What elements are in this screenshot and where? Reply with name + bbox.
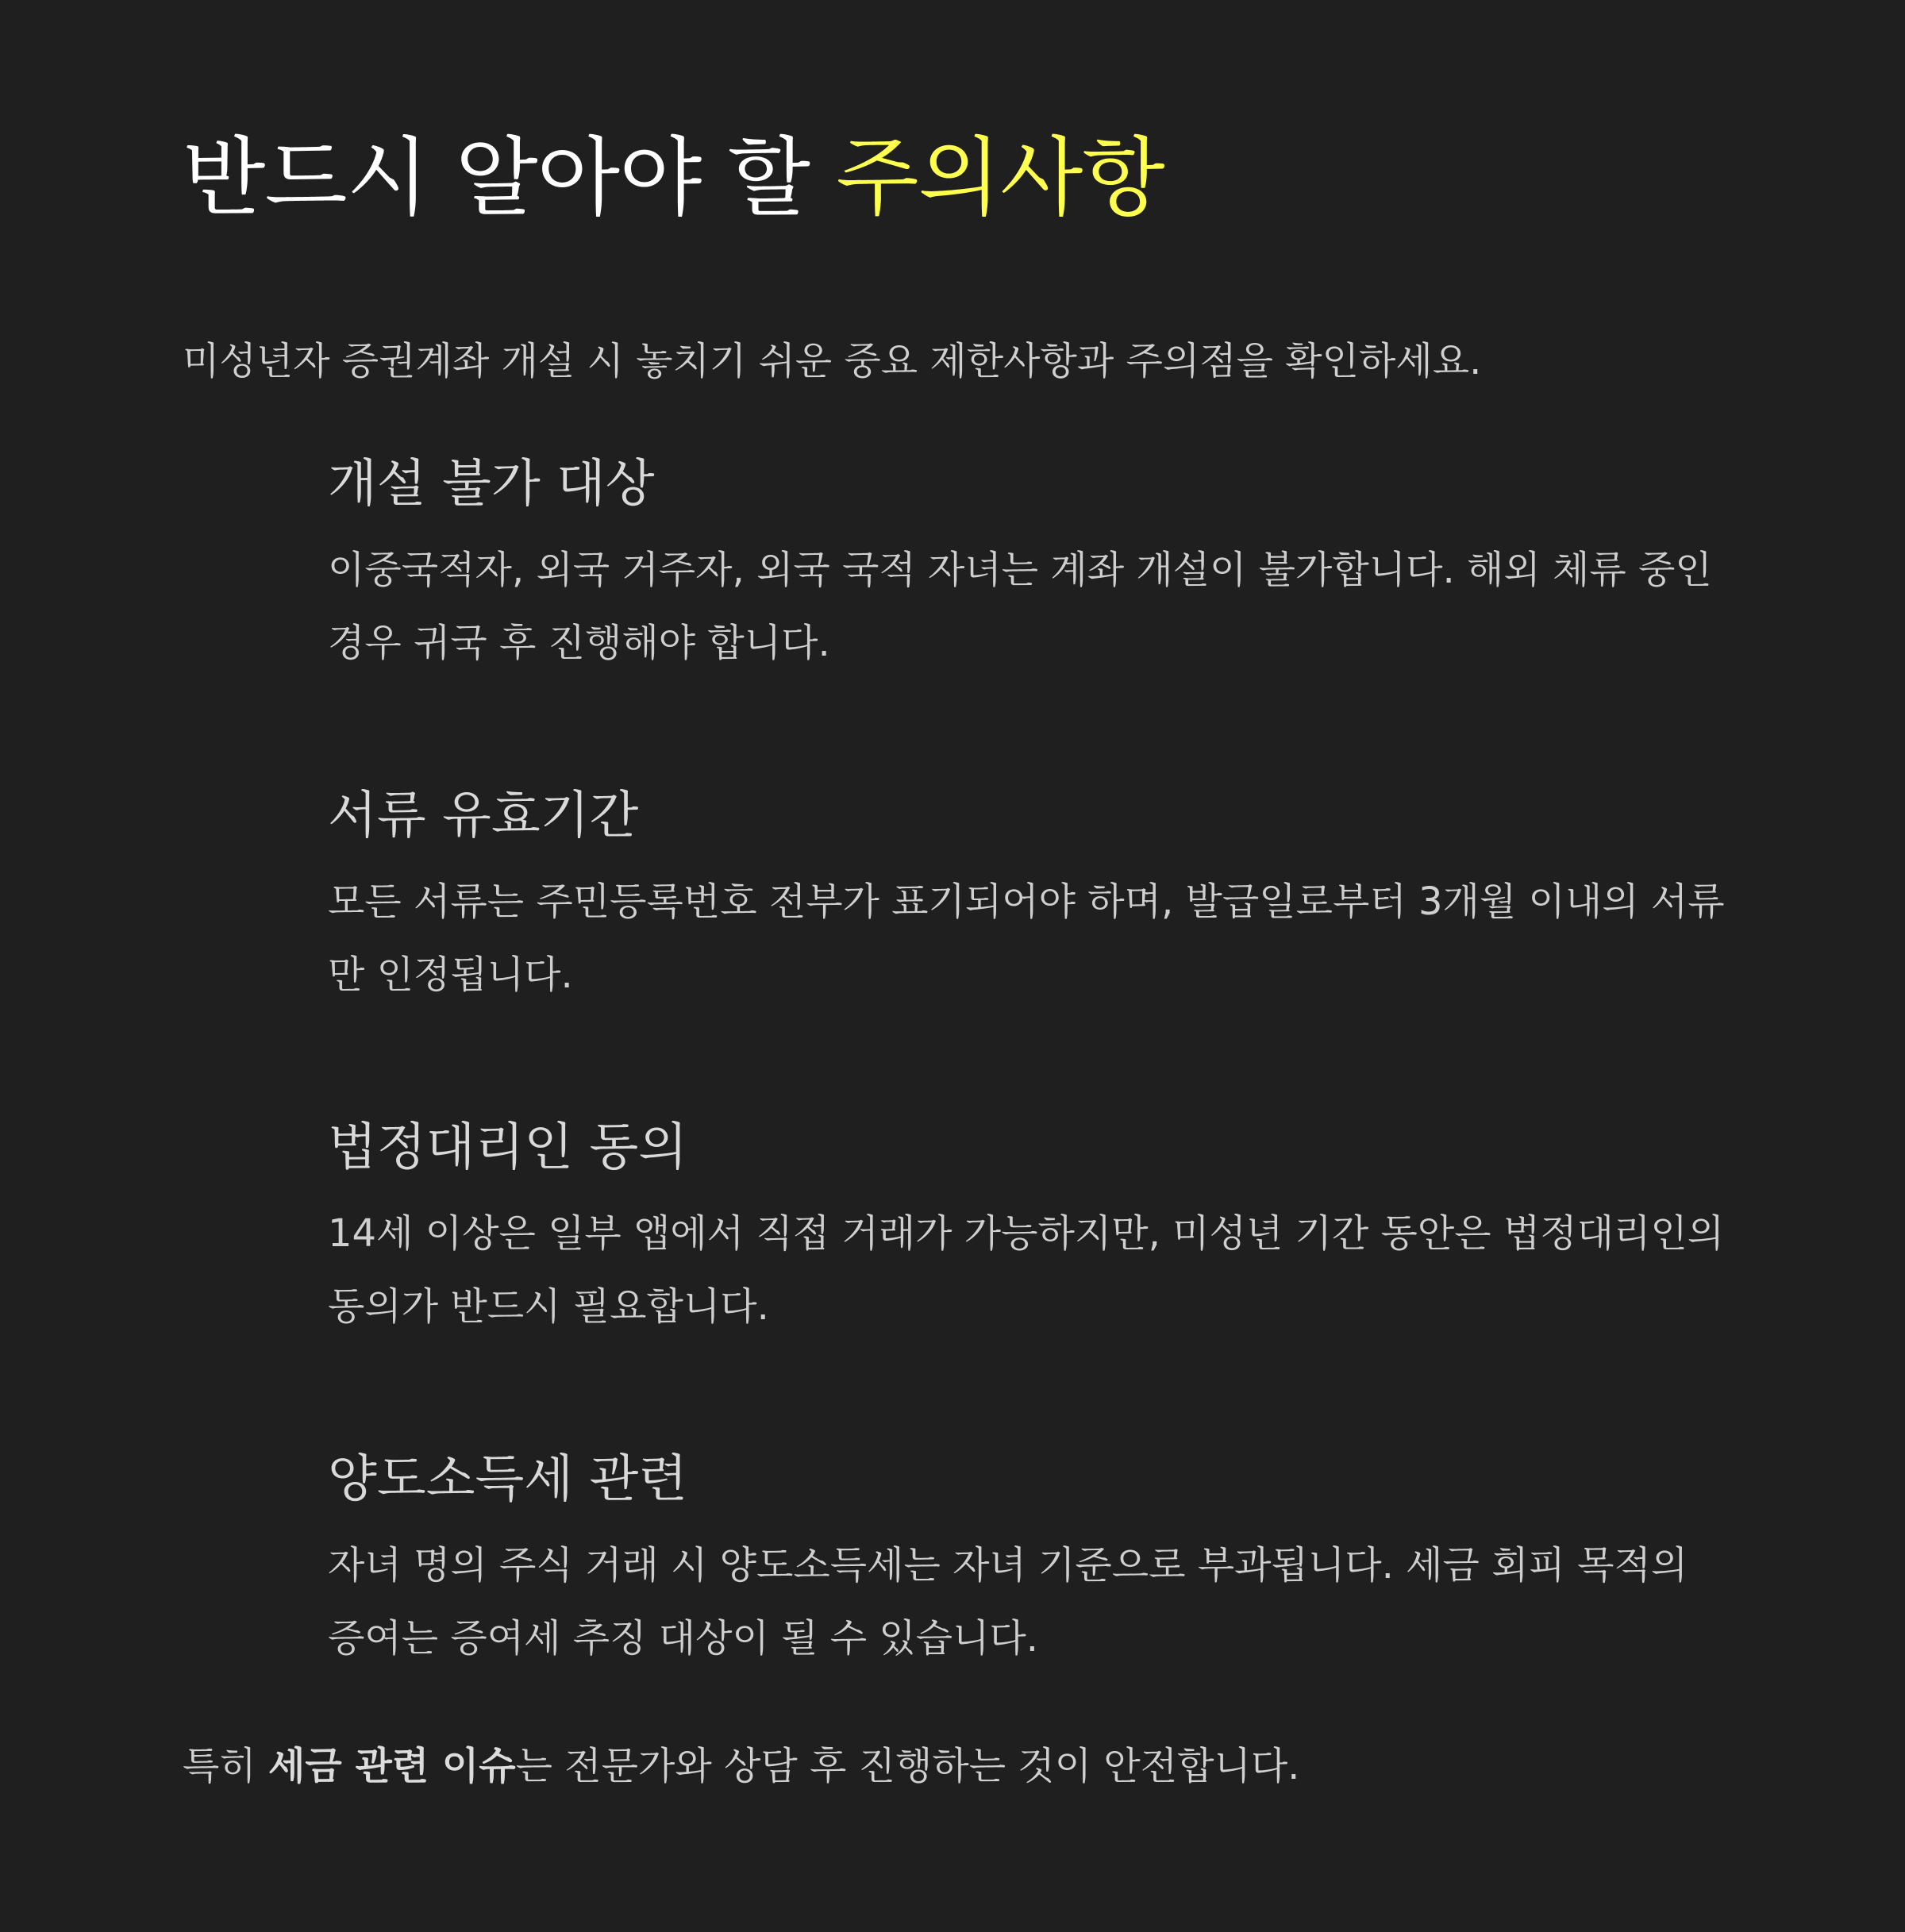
closing-note bbox=[183, 1734, 1299, 1798]
page-title bbox=[183, 119, 1738, 238]
section-heading: 양도소득세 관련 bbox=[328, 1450, 688, 1509]
section-body: 이중국적자, 외국 거주자, 외국 국적 자녀는 계좌 개설이 불가합니다. 해외 체류 중인 경우 귀국 후 진행해야 합니다. bbox=[328, 548, 1712, 665]
section-document-validity bbox=[328, 776, 1725, 1011]
section-body: 14세 이상은 일부 앱에서 직접 거래가 가능하지만, 미성년 기간 동안은 법정대리인의 동의가 반드시 필요합니다. bbox=[328, 1211, 1725, 1329]
note-emphasis: 세금 관련 이슈 bbox=[268, 1744, 516, 1788]
section-heading: 서류 유효기간 bbox=[328, 787, 639, 845]
section-heading: 법정대리인 동의 bbox=[328, 1118, 688, 1177]
note-prefix: 특히 bbox=[183, 1744, 268, 1788]
page-subtitle: 미성년자 증권계좌 개설 시 놓치기 쉬운 중요 제한사항과 주의점을 확인하세요. bbox=[183, 339, 1482, 383]
title-accent: 주의사항 bbox=[836, 129, 1164, 228]
title-main: 반드시 알아야 할 bbox=[183, 129, 837, 228]
section-body: 모든 서류는 주민등록번호 전부가 표기되어야 하며, 발급일로부터 3개월 이내의 서류만 인정됩니다. bbox=[328, 879, 1725, 997]
section-ineligible bbox=[328, 445, 1725, 679]
notice-page bbox=[183, 119, 1738, 1788]
section-guardian-consent bbox=[328, 1108, 1725, 1343]
note-suffix: 는 전문가와 상담 후 진행하는 것이 안전합니다. bbox=[515, 1744, 1300, 1788]
section-heading: 개설 불가 대상 bbox=[328, 455, 655, 514]
section-capital-gains-tax bbox=[328, 1440, 1725, 1675]
section-body: 자녀 명의 주식 거래 시 양도소득세는 자녀 기준으로 부과됩니다. 세금 회피 목적의 증여는 증여세 추징 대상이 될 수 있습니다. bbox=[328, 1543, 1688, 1661]
